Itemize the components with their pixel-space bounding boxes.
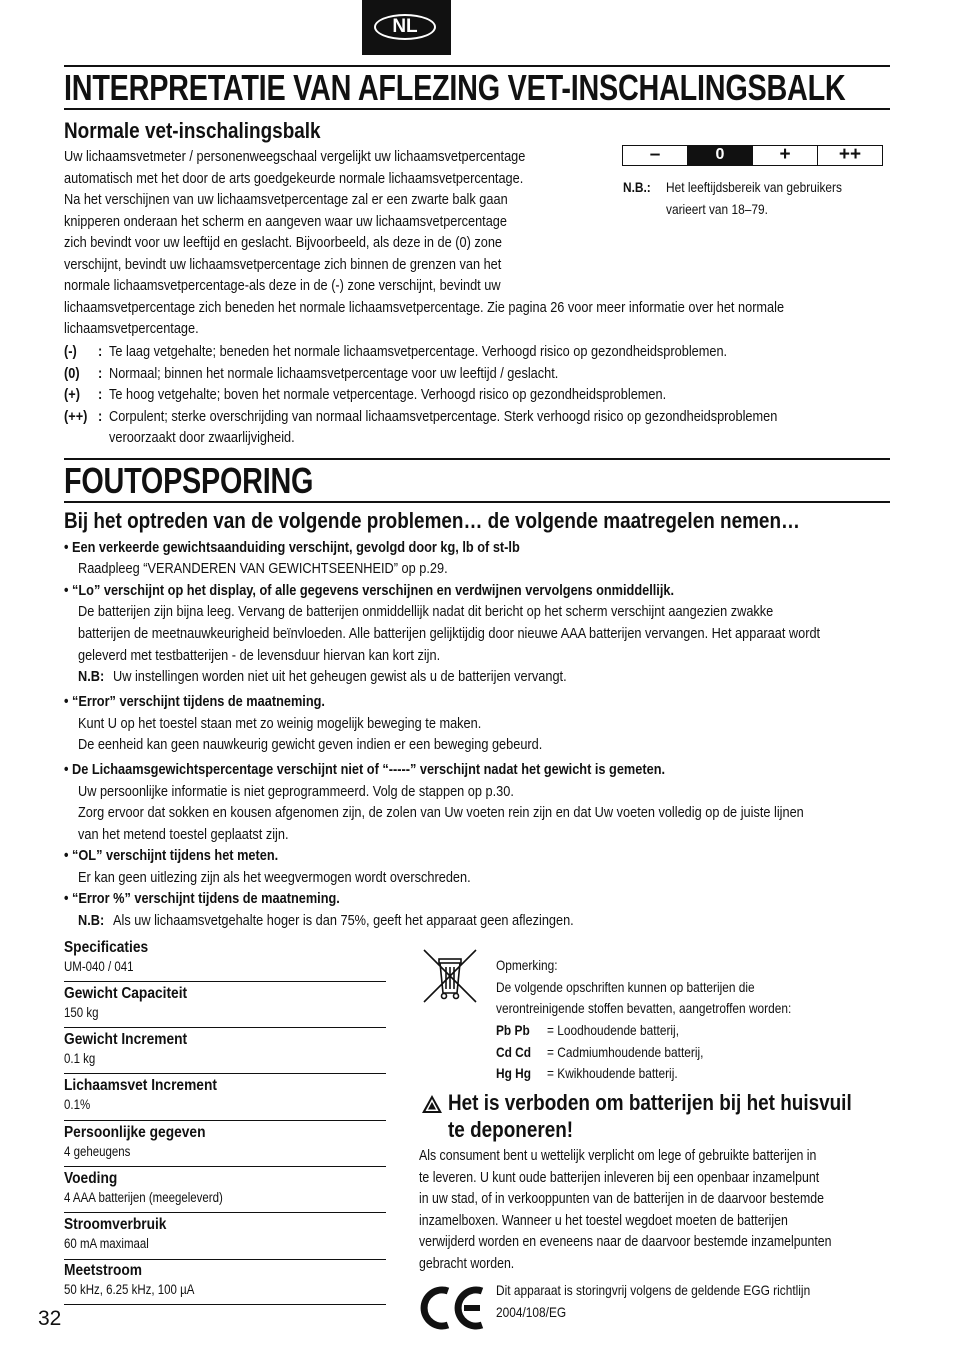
- warning-triangle-icon: [421, 1094, 443, 1114]
- spec-row: [64, 1169, 386, 1206]
- spec-divider: [64, 1212, 386, 1213]
- section2-title: FOUTOPSPORING: [64, 460, 314, 501]
- spec-label: Gewicht Capaciteit: [64, 985, 188, 1002]
- warning-body-line: te leveren. U kunt oude batterijen inleveren bij een openbaar inzamelpunt: [419, 1170, 820, 1186]
- warning-body-line: in uw stad, of in verkooppunten van de batterijen in de daarvoor bestemde: [419, 1191, 824, 1207]
- problem-heading: • “OL” verschijnt tijdens het meten.: [64, 847, 279, 864]
- intro-line: automatisch met het door de arts goedgekeurde normale lichaamsvetpercentage.: [64, 170, 524, 187]
- scale-cell-plus: +: [752, 146, 817, 165]
- spec-divider: [64, 1073, 386, 1074]
- zone-sep: :: [98, 386, 103, 403]
- spec-row: [64, 1076, 386, 1113]
- problem-nb-text: Als uw lichaamsvetgehalte hoger is dan 75%, geeft het apparaat geen aflezingen.: [113, 912, 574, 929]
- section2-subtitle: Bij het optreden van de volgende problemen… de volgende maatregelen nemen…: [64, 508, 800, 533]
- zone-text: Normaal; binnen het normale lichaamsvetpercentage voor uw leeftijd / geslacht.: [109, 365, 559, 382]
- chem-desc: = Cadmiumhoudende batterij,: [547, 1044, 704, 1060]
- problem-heading: • Een verkeerde gewichtsaanduiding verschijnt, gevolgd door kg, lb of st-lb: [64, 539, 520, 556]
- page-number: 32: [38, 1307, 62, 1330]
- zone-text: veroorzaakt door zwaarlijvigheid.: [109, 429, 295, 446]
- section1-title: INTERPRETATIE VAN AFLEZING VET-INSCHALINGSBALK: [64, 67, 846, 108]
- zone-text: Te laag vetgehalte; beneden het normale lichaamsvetpercentage. Verhoogd risico op gezondheidsproblemen.: [109, 343, 728, 360]
- spec-divider: [64, 1304, 386, 1305]
- intro-line: zich bevindt voor uw leeftijd en geslacht. Bijvoorbeeld, als deze in de (0) zone: [64, 234, 503, 251]
- zone-text: Te hoog vetgehalte; boven het normale vetpercentage. Verhoogd risico op gezondheidsproblemen.: [109, 386, 667, 403]
- note-line: varieert van 18–79.: [666, 201, 768, 217]
- spec-value: 50 kHz, 6.25 kHz, 100 µA: [64, 1282, 195, 1297]
- warning-body-line: Als consument bent u wettelijk verplicht om lege of gebruikte batterijen in: [419, 1148, 817, 1164]
- zone-sep: :: [98, 365, 103, 382]
- problem-text: van het metend toestel geplaatst zijn.: [78, 826, 289, 843]
- crossed-bin-icon: [421, 947, 479, 1005]
- chem-desc: = Kwikhoudende batterij.: [547, 1065, 678, 1081]
- spec-row: [64, 1030, 386, 1067]
- spec-divider: [64, 1027, 386, 1028]
- intro-line: Na het verschijnen van uw lichaamsvetpercentage zal er een zwarte balk gaan: [64, 191, 508, 208]
- zone-code: (+): [64, 386, 80, 403]
- spec-label: Meetstroom: [64, 1262, 142, 1279]
- scale-cell-zero: 0: [687, 146, 752, 165]
- fat-scale-bar: [622, 145, 883, 166]
- chem-code: Cd Cd: [496, 1044, 532, 1060]
- problem-text: Zorg ervoor dat sokken en kousen afgenomen zijn, de zolen van Uw voeten rein zijn en dat Uw voeten volledig op de juiste lijnen: [78, 804, 804, 821]
- problem-text: Uw persoonlijke informatie is niet geprogrammeerd. Volg de stappen op p.30.: [78, 783, 514, 800]
- spec-divider: [64, 981, 386, 982]
- ce-mark-icon: [418, 1283, 488, 1333]
- spec-label: Lichaamsvet Increment: [64, 1077, 217, 1094]
- spec-row: [64, 1215, 386, 1252]
- section1-subtitle: Normale vet-inschalingsbalk: [64, 118, 321, 143]
- battery-note-line: De volgende opschriften kunnen op batterijen die: [496, 979, 755, 995]
- intro-line: verschijnt, bevindt uw lichaamsvetpercentage zich binnen de grenzen van het: [64, 256, 502, 273]
- problem-text: De batterijen zijn bijna leeg. Vervang de batterijen onmiddellijk nadat dit bericht op het scherm verschijnt aangezien zwakke: [78, 603, 774, 620]
- spec-label: Stroomverbruik: [64, 1216, 167, 1233]
- problem-nb-label: N.B:: [78, 912, 105, 929]
- spec-value: UM-040 / 041: [64, 959, 134, 974]
- intro-line: knipperen onderaan het scherm en aangeven waar uw lichaamsvetpercentage: [64, 213, 507, 230]
- ce-line: Dit apparaat is storingvrij volgens de geldende EGG richtlijn: [496, 1282, 811, 1298]
- zone-sep: :: [98, 343, 103, 360]
- spec-row: [64, 1261, 386, 1298]
- chem-code: Hg Hg: [496, 1065, 532, 1081]
- zone-code: (++): [64, 408, 88, 425]
- warning-body-line: inzamelboxen. Wanneer u het toestel wegdoet moeten de batterijen: [419, 1213, 788, 1229]
- scale-cell-minus: –: [649, 144, 661, 165]
- intro-line: Uw lichaamsvetmeter / personenweegschaal vergelijkt uw lichaamsvetpercentage: [64, 148, 526, 165]
- scale-cell-plusplus: ++: [817, 146, 882, 165]
- warning-body-line: verwijderd worden en eveneens naar de daarvoor bestemde inzamelpunten: [419, 1234, 832, 1250]
- zone-code: (-): [64, 343, 77, 360]
- zone-code: (0): [64, 365, 80, 382]
- problem-heading: • “Lo” verschijnt op het display, of alle gegevens verschijnen en verdwijnen vervolgens onmiddellijk.: [64, 582, 675, 599]
- problem-text: Raadpleeg “VERANDEREN VAN GEWICHTSEENHEID” op p.29.: [78, 560, 448, 577]
- problem-text: Er kan geen uitlezing zijn als het weegvermogen wordt overschreden.: [78, 869, 471, 886]
- zone-sep: :: [98, 408, 103, 425]
- spec-value: 0.1%: [64, 1097, 91, 1112]
- note-label: N.B.:: [623, 179, 651, 195]
- intro-line: normale lichaamsvetpercentage-als deze in de (-) zone verschijnt, bevindt uw: [64, 277, 501, 294]
- language-badge: [362, 0, 451, 55]
- spec-value: 150 kg: [64, 1005, 99, 1020]
- spec-value: 4 AAA batterijen (meegeleverd): [64, 1190, 223, 1205]
- battery-note-line: verontreinigende stoffen bevatten, aangetroffen worden:: [496, 1000, 792, 1016]
- problem-nb-text: Uw instellingen worden niet uit het geheugen gewist als u de batterijen vervangt.: [113, 668, 567, 685]
- battery-note-line: Opmerking:: [496, 957, 558, 973]
- problem-text: De eenheid kan geen nauwkeurig gewicht geven indien er een beweging gebeurd.: [78, 736, 543, 753]
- spec-divider: [64, 1120, 386, 1121]
- intro-line: lichaamsvetpercentage zich beneden het normale lichaamsvetpercentage. Zie pagina 26 voor meer informatie over het normale: [64, 299, 785, 316]
- spec-row: [64, 938, 386, 975]
- warning-title-line: te deponeren!: [448, 1117, 574, 1142]
- problem-nb-label: N.B:: [78, 668, 105, 685]
- spec-value: 4 geheugens: [64, 1144, 131, 1159]
- spec-divider: [64, 1259, 386, 1260]
- spec-value: 0.1 kg: [64, 1051, 96, 1066]
- chem-desc: = Loodhoudende batterij,: [547, 1022, 680, 1038]
- problem-text: Kunt U op het toestel staan met zo weinig mogelijk beweging te maken.: [78, 715, 482, 732]
- problem-text: geleverd met testbatterijen - de levensduur hiervan kan kort zijn.: [78, 647, 441, 664]
- ce-line: 2004/108/EG: [496, 1304, 567, 1320]
- spec-label: Gewicht Increment: [64, 1031, 188, 1048]
- problem-heading: • “Error” verschijnt tijdens de maatneming.: [64, 693, 325, 710]
- problem-heading: • “Error %” verschijnt tijdens de maatneming.: [64, 890, 340, 907]
- spec-row: [64, 1123, 386, 1160]
- spec-label: Voeding: [64, 1170, 118, 1187]
- note-line: Het leeftijdsbereik van gebruikers: [666, 179, 842, 195]
- problem-heading: • De Lichaamsgewichtspercentage verschijnt niet of “-----” verschijnt nadat het gewicht is gemeten.: [64, 761, 666, 778]
- problem-text: batterijen de meetnauwkeurigheid beïnvloeden. Alle batterijen gelijktijdig door nieuwe AAA batterijen vervangen. Het apparaat wordt: [78, 625, 821, 642]
- spec-label: Persoonlijke gegeven: [64, 1124, 206, 1141]
- intro-line: lichaamsvetpercentage.: [64, 320, 199, 337]
- chem-code: Pb Pb: [496, 1022, 530, 1038]
- spec-label: Specificaties: [64, 939, 149, 956]
- zone-text: Corpulent; sterke overschrijding van normaal lichaamsvetpercentage. Sterk verhoogd risico op gezondheidsproblemen: [109, 408, 778, 425]
- warning-body-line: gebracht worden.: [419, 1256, 515, 1272]
- section1-title-rule: [64, 108, 890, 110]
- warning-title-line: Het is verboden om batterijen bij het huisvuil: [448, 1090, 852, 1115]
- spec-row: [64, 984, 386, 1021]
- spec-value: 60 mA maximaal: [64, 1236, 149, 1251]
- language-code: NL: [374, 14, 436, 40]
- section2-title-rule: [64, 501, 890, 503]
- spec-divider: [64, 1166, 386, 1167]
